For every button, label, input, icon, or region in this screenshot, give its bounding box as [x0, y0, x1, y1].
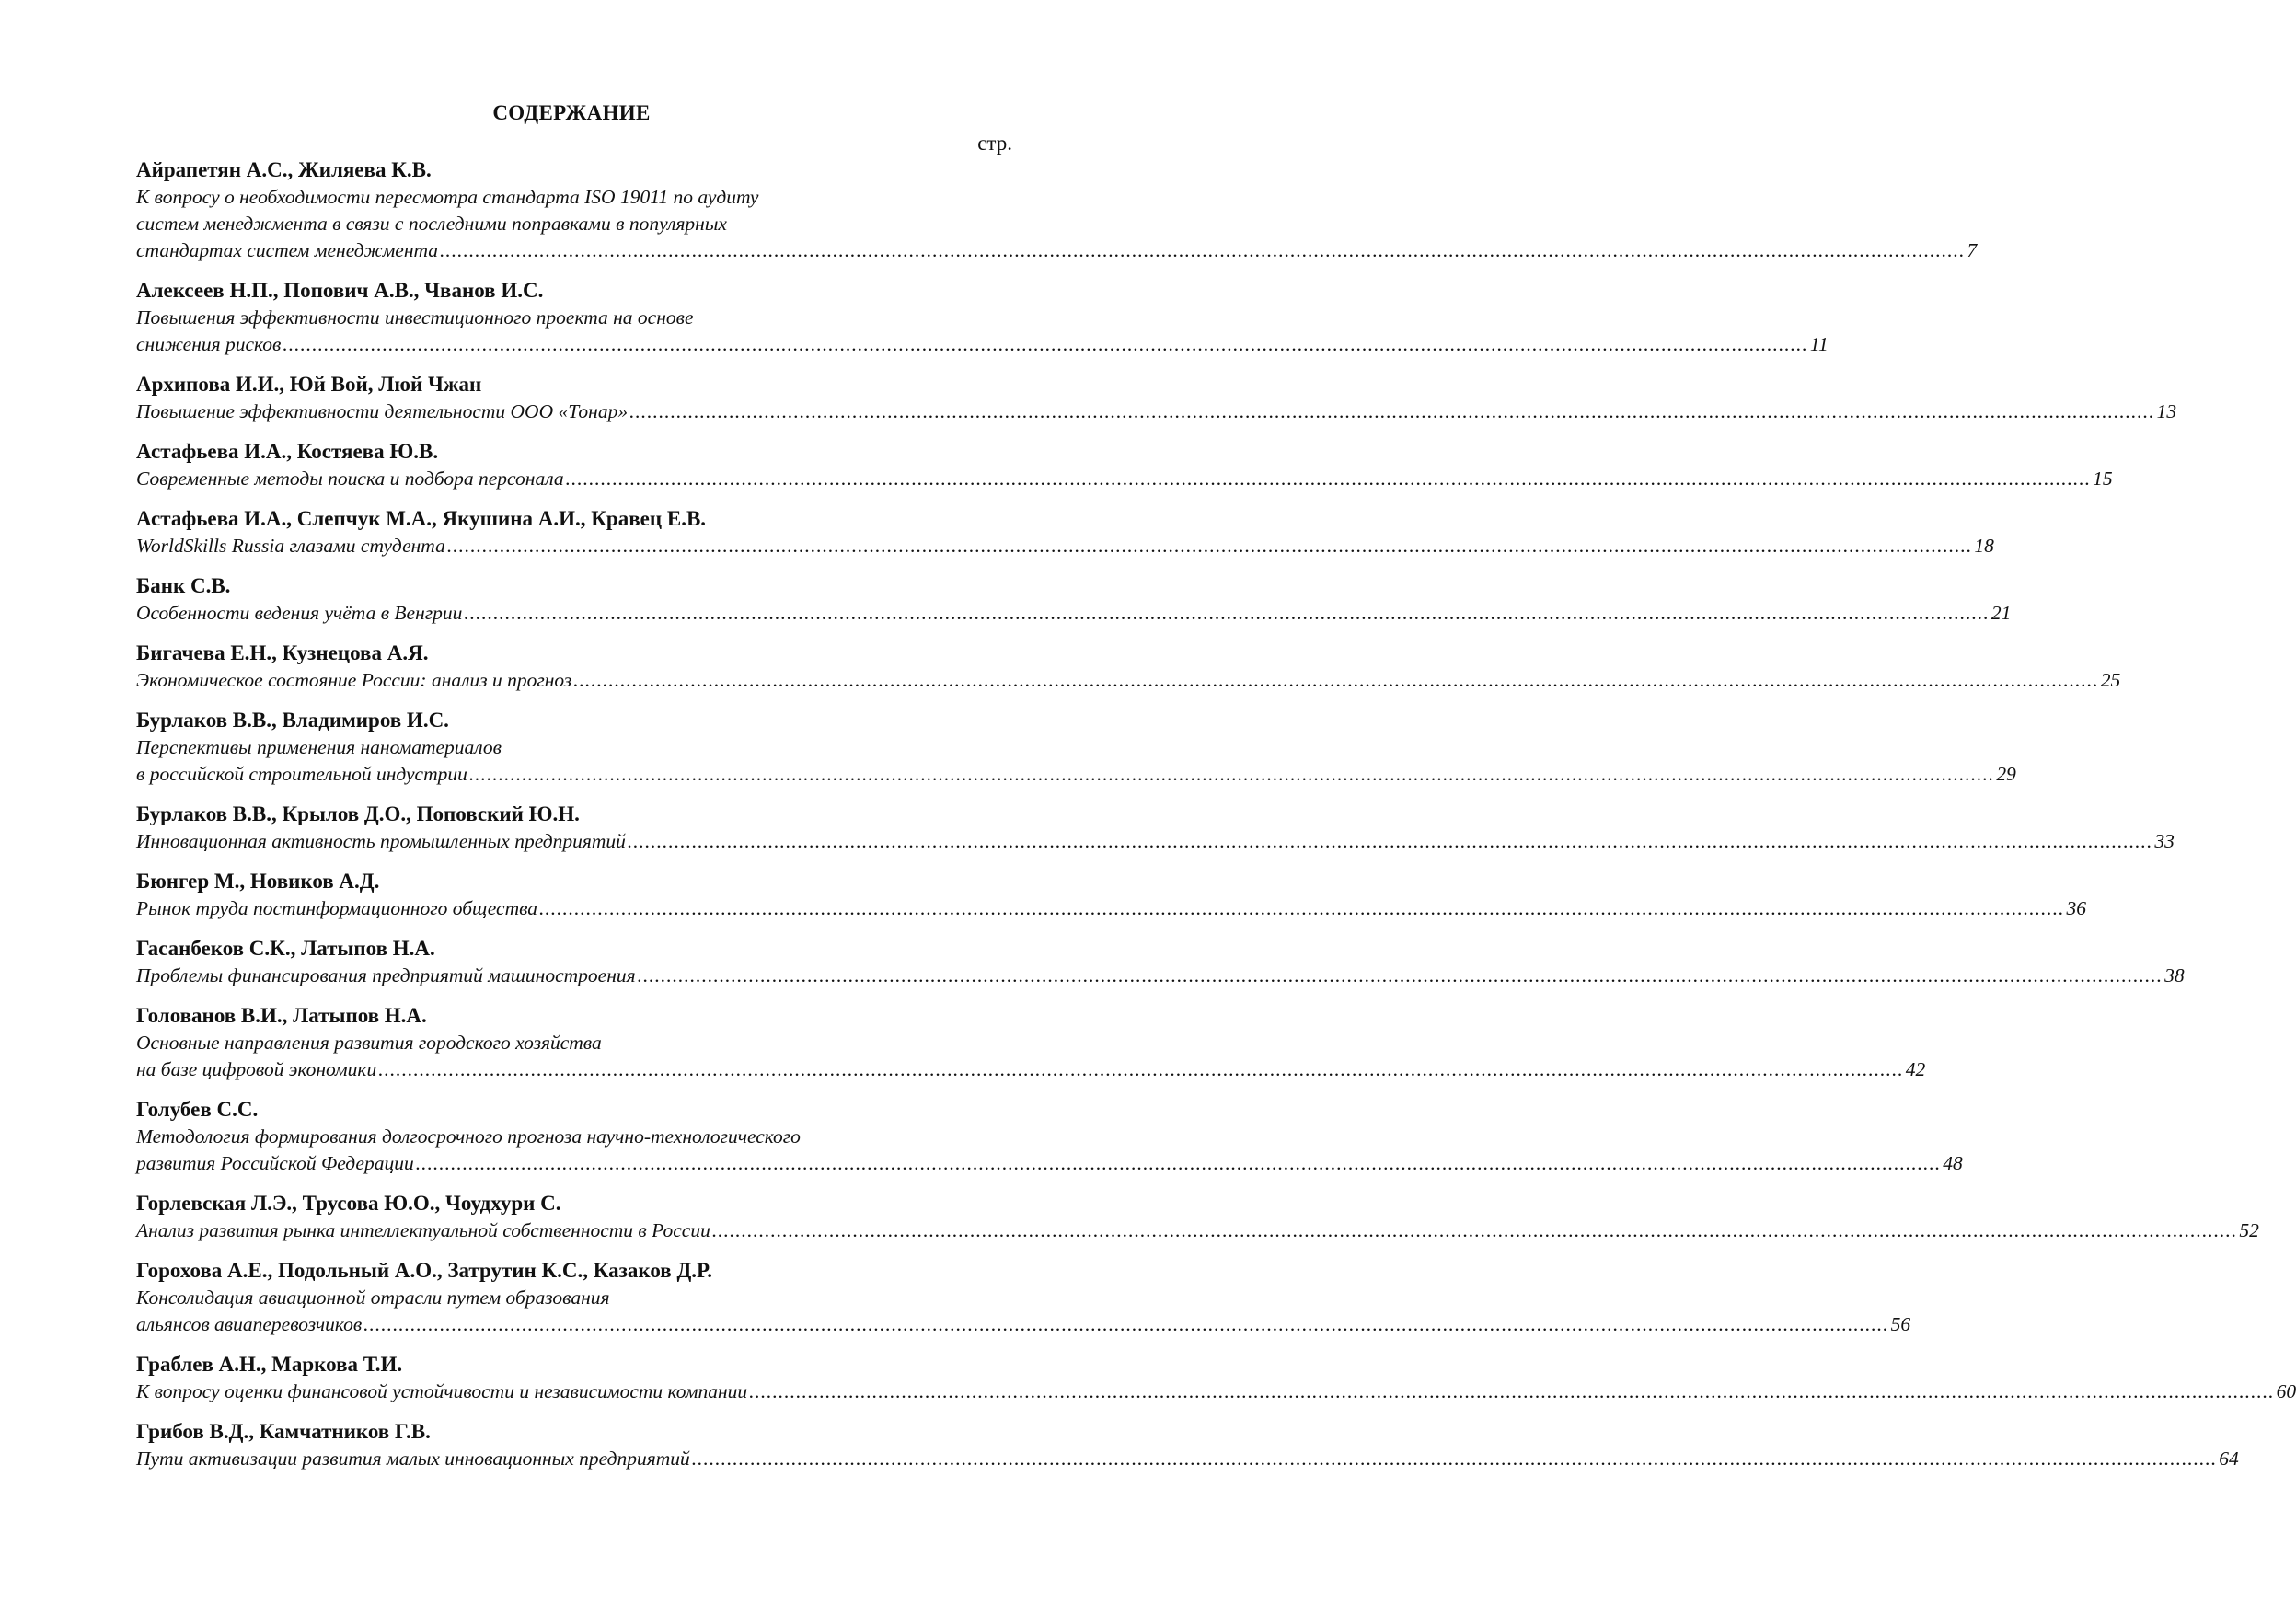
toc-entry-title-last-line [136, 237, 1978, 264]
dot-leader: .................................................................................................................................................................................................................................................................... [378, 1058, 1904, 1080]
toc-entry-authors: Алексеев Н.П., Попович А.В., Чванов И.С. [136, 279, 544, 302]
dot-leader: .................................................................................................................................................................................................................................................................... [711, 1219, 2238, 1241]
toc-list [136, 156, 2296, 1485]
toc-entry-title-line: Пути активизации развития малых инновационных предприятий [136, 1448, 690, 1470]
toc-entry-title-line: К вопросу оценки финансовой устойчивости и независимости компании [136, 1380, 748, 1402]
toc-entry-title-line: развития Российской Федерации [136, 1152, 414, 1174]
toc-entry-title-last-line [136, 466, 2113, 492]
toc-entry [136, 1351, 2296, 1405]
page-column-label: стр. [977, 132, 1012, 155]
toc-entry-title-last-line [136, 1056, 1926, 1083]
toc-entry-title-last-line [136, 761, 2016, 788]
dot-leader: .................................................................................................................................................................................................................................................................... [749, 1380, 2275, 1402]
toc-entry [136, 572, 2012, 627]
toc-entry [136, 1257, 1911, 1338]
toc-entry-title-last-line [136, 1311, 1911, 1338]
toc-entry-title-line: Перспективы применения наноматериалов [136, 736, 502, 758]
toc-entry-title-line: на базе цифровой экономики [136, 1058, 377, 1080]
toc-entry-title-line: Методология формирования долгосрочного прогноза научно-технологического [136, 1125, 801, 1148]
toc-entry [136, 1190, 2259, 1244]
toc-entry-title-line: Консолидация авиационной отрасли путем образования [136, 1286, 610, 1309]
toc-entry [136, 801, 2175, 855]
toc-entry [136, 277, 1829, 358]
toc-entry [136, 371, 2177, 425]
toc-entry-page-number: 36 [2066, 897, 2087, 919]
toc-entry-authors: Грибов В.Д., Камчатников Г.В. [136, 1420, 431, 1443]
toc-entry-title-line: Проблемы финансирования предприятий машиностроения [136, 964, 636, 986]
toc-entry-title-line: стандартах систем менеджмента [136, 239, 439, 261]
toc-entry-authors: Астафьева И.А., Слепчук М.А., Якушина А.И., Кравец Е.В. [136, 507, 707, 530]
toc-entry-page-number: 18 [1974, 535, 1994, 557]
toc-entry-authors: Айрапетян А.С., Жиляева К.В. [136, 158, 432, 181]
dot-leader: .................................................................................................................................................................................................................................................................... [283, 333, 1808, 355]
dot-leader: .................................................................................................................................................................................................................................................................... [539, 897, 2065, 919]
toc-entry-title-last-line [136, 828, 2175, 855]
toc-entry-authors: Бюнгер М., Новиков А.Д. [136, 870, 380, 893]
toc-entry-page-number: 48 [1943, 1152, 1963, 1174]
toc-entry-authors: Архипова И.И., Юй Вой, Люй Чжан [136, 373, 482, 396]
toc-entry-title-line: К вопросу о необходимости пересмотра стандарта ISO 19011 по аудиту [136, 186, 759, 208]
toc-entry-title-line: Современные методы поиска и подбора персонала [136, 467, 564, 490]
toc-entry-title-last-line [136, 533, 1994, 559]
toc-entry-title-last-line [136, 667, 2121, 694]
toc-entry-page-number: 29 [1996, 763, 2016, 785]
dot-leader: .................................................................................................................................................................................................................................................................... [415, 1152, 1942, 1174]
toc-entry [136, 156, 1978, 264]
toc-entry-page-number: 11 [1809, 333, 1829, 355]
toc-entry-page-number: 21 [1990, 602, 2012, 624]
toc-entry-title-last-line [136, 1150, 1963, 1177]
toc-entry-page-number: 15 [2093, 467, 2113, 490]
toc-entry-page-number: 13 [2156, 400, 2177, 422]
dot-leader: .................................................................................................................................................................................................................................................................... [464, 602, 1990, 624]
toc-entry-page-number: 25 [2100, 669, 2121, 691]
toc-entry-title-line: систем менеджмента в связи с последними поправками в популярных [136, 213, 727, 235]
dot-leader: .................................................................................................................................................................................................................................................................... [691, 1448, 2218, 1470]
toc-entry-authors: Астафьева И.А., Костяева Ю.В. [136, 440, 439, 463]
toc-entry-authors: Бурлаков В.В., Владимиров И.С. [136, 709, 449, 732]
dot-leader: .................................................................................................................................................................................................................................................................... [446, 535, 1973, 557]
toc-entry-title-line: Повышение эффективности деятельности ООО «Тонар» [136, 400, 629, 422]
toc-entry [136, 640, 2121, 694]
toc-entry-title-line: в российской строительной индустрии [136, 763, 467, 785]
toc-entry-authors: Гасанбеков С.К., Латыпов Н.А. [136, 937, 435, 960]
toc-entry-authors: Голованов В.И., Латыпов Н.А. [136, 1004, 427, 1027]
toc-entry-title-line: Анализ развития рынка интеллектуальной собственности в России [136, 1219, 710, 1241]
toc-entry-title-line: Повышения эффективности инвестиционного проекта на основе [136, 306, 694, 329]
toc-entry-title-last-line [136, 963, 2185, 989]
toc-entry-title-line: Особенности ведения учёта в Венгрии [136, 602, 463, 624]
toc-entry-title-line: Экономическое состояние России: анализ и прогноз [136, 669, 572, 691]
toc-entry-title-last-line [136, 1379, 2296, 1405]
toc-entry-title-line: снижения рисков [136, 333, 282, 355]
dot-leader: .................................................................................................................................................................................................................................................................... [573, 669, 2099, 691]
toc-entry [136, 438, 2113, 492]
toc-entry-title-last-line [136, 1446, 2239, 1472]
toc-entry-page-number: 52 [2239, 1219, 2259, 1241]
dot-leader: .................................................................................................................................................................................................................................................................... [468, 763, 1995, 785]
toc-entry [136, 935, 2185, 989]
toc-entry-page-number: 60 [2276, 1380, 2296, 1402]
dot-leader: .................................................................................................................................................................................................................................................................... [627, 830, 2153, 852]
toc-entry-title-last-line [136, 600, 2012, 627]
dot-leader: .................................................................................................................................................................................................................................................................... [363, 1313, 1889, 1335]
page-title: СОДЕРЖАНИЕ [492, 101, 651, 124]
toc-entry [136, 1418, 2239, 1472]
toc-entry-title-line: Основные направления развития городского хозяйства [136, 1032, 602, 1054]
toc-entry-authors: Банк С.В. [136, 574, 231, 597]
dot-leader: .................................................................................................................................................................................................................................................................... [637, 964, 2163, 986]
toc-entry-title-last-line [136, 1217, 2259, 1244]
toc-entry [136, 707, 2016, 788]
toc-entry-title-line: Рынок труда постинформационного общества [136, 897, 538, 919]
toc-entry [136, 1002, 1926, 1083]
toc-entry-authors: Горлевская Л.Э., Трусова Ю.О., Чоудхури С. [136, 1192, 561, 1215]
toc-entry [136, 1096, 1963, 1177]
toc-entry-page-number: 64 [2219, 1448, 2239, 1470]
dot-leader: .................................................................................................................................................................................................................................................................... [629, 400, 2155, 422]
dot-leader: .................................................................................................................................................................................................................................................................... [565, 467, 2092, 490]
toc-entry-authors: Бурлаков В.В., Крылов Д.О., Поповский Ю.Н. [136, 802, 580, 825]
toc-entry-page-number: 56 [1890, 1313, 1911, 1335]
toc-entry-title-line: WorldSkills Russia глазами студента [136, 535, 445, 557]
toc-entry [136, 868, 2087, 922]
toc-entry-page-number: 33 [2154, 830, 2175, 852]
toc-entry [136, 505, 1994, 559]
toc-entry-title-last-line [136, 331, 1829, 358]
toc-entry-page-number: 7 [1967, 239, 1978, 261]
toc-entry-title-line: Инновационная активность промышленных предприятий [136, 830, 626, 852]
dot-leader: .................................................................................................................................................................................................................................................................... [440, 239, 1966, 261]
toc-entry-authors: Голубев С.С. [136, 1098, 259, 1121]
toc-entry-title-line: альянсов авиаперевозчиков [136, 1313, 363, 1335]
toc-entry-authors: Бигачева Е.Н., Кузнецова А.Я. [136, 641, 429, 664]
toc-entry-authors: Горохова А.Е., Подольный А.О., Затрутин К.С., Казаков Д.Р. [136, 1259, 712, 1282]
toc-entry-title-last-line [136, 398, 2177, 425]
toc-entry-title-last-line [136, 895, 2087, 922]
toc-entry-page-number: 42 [1905, 1058, 1926, 1080]
toc-entry-authors: Граблев А.Н., Маркова Т.И. [136, 1353, 403, 1376]
toc-entry-page-number: 38 [2164, 964, 2185, 986]
